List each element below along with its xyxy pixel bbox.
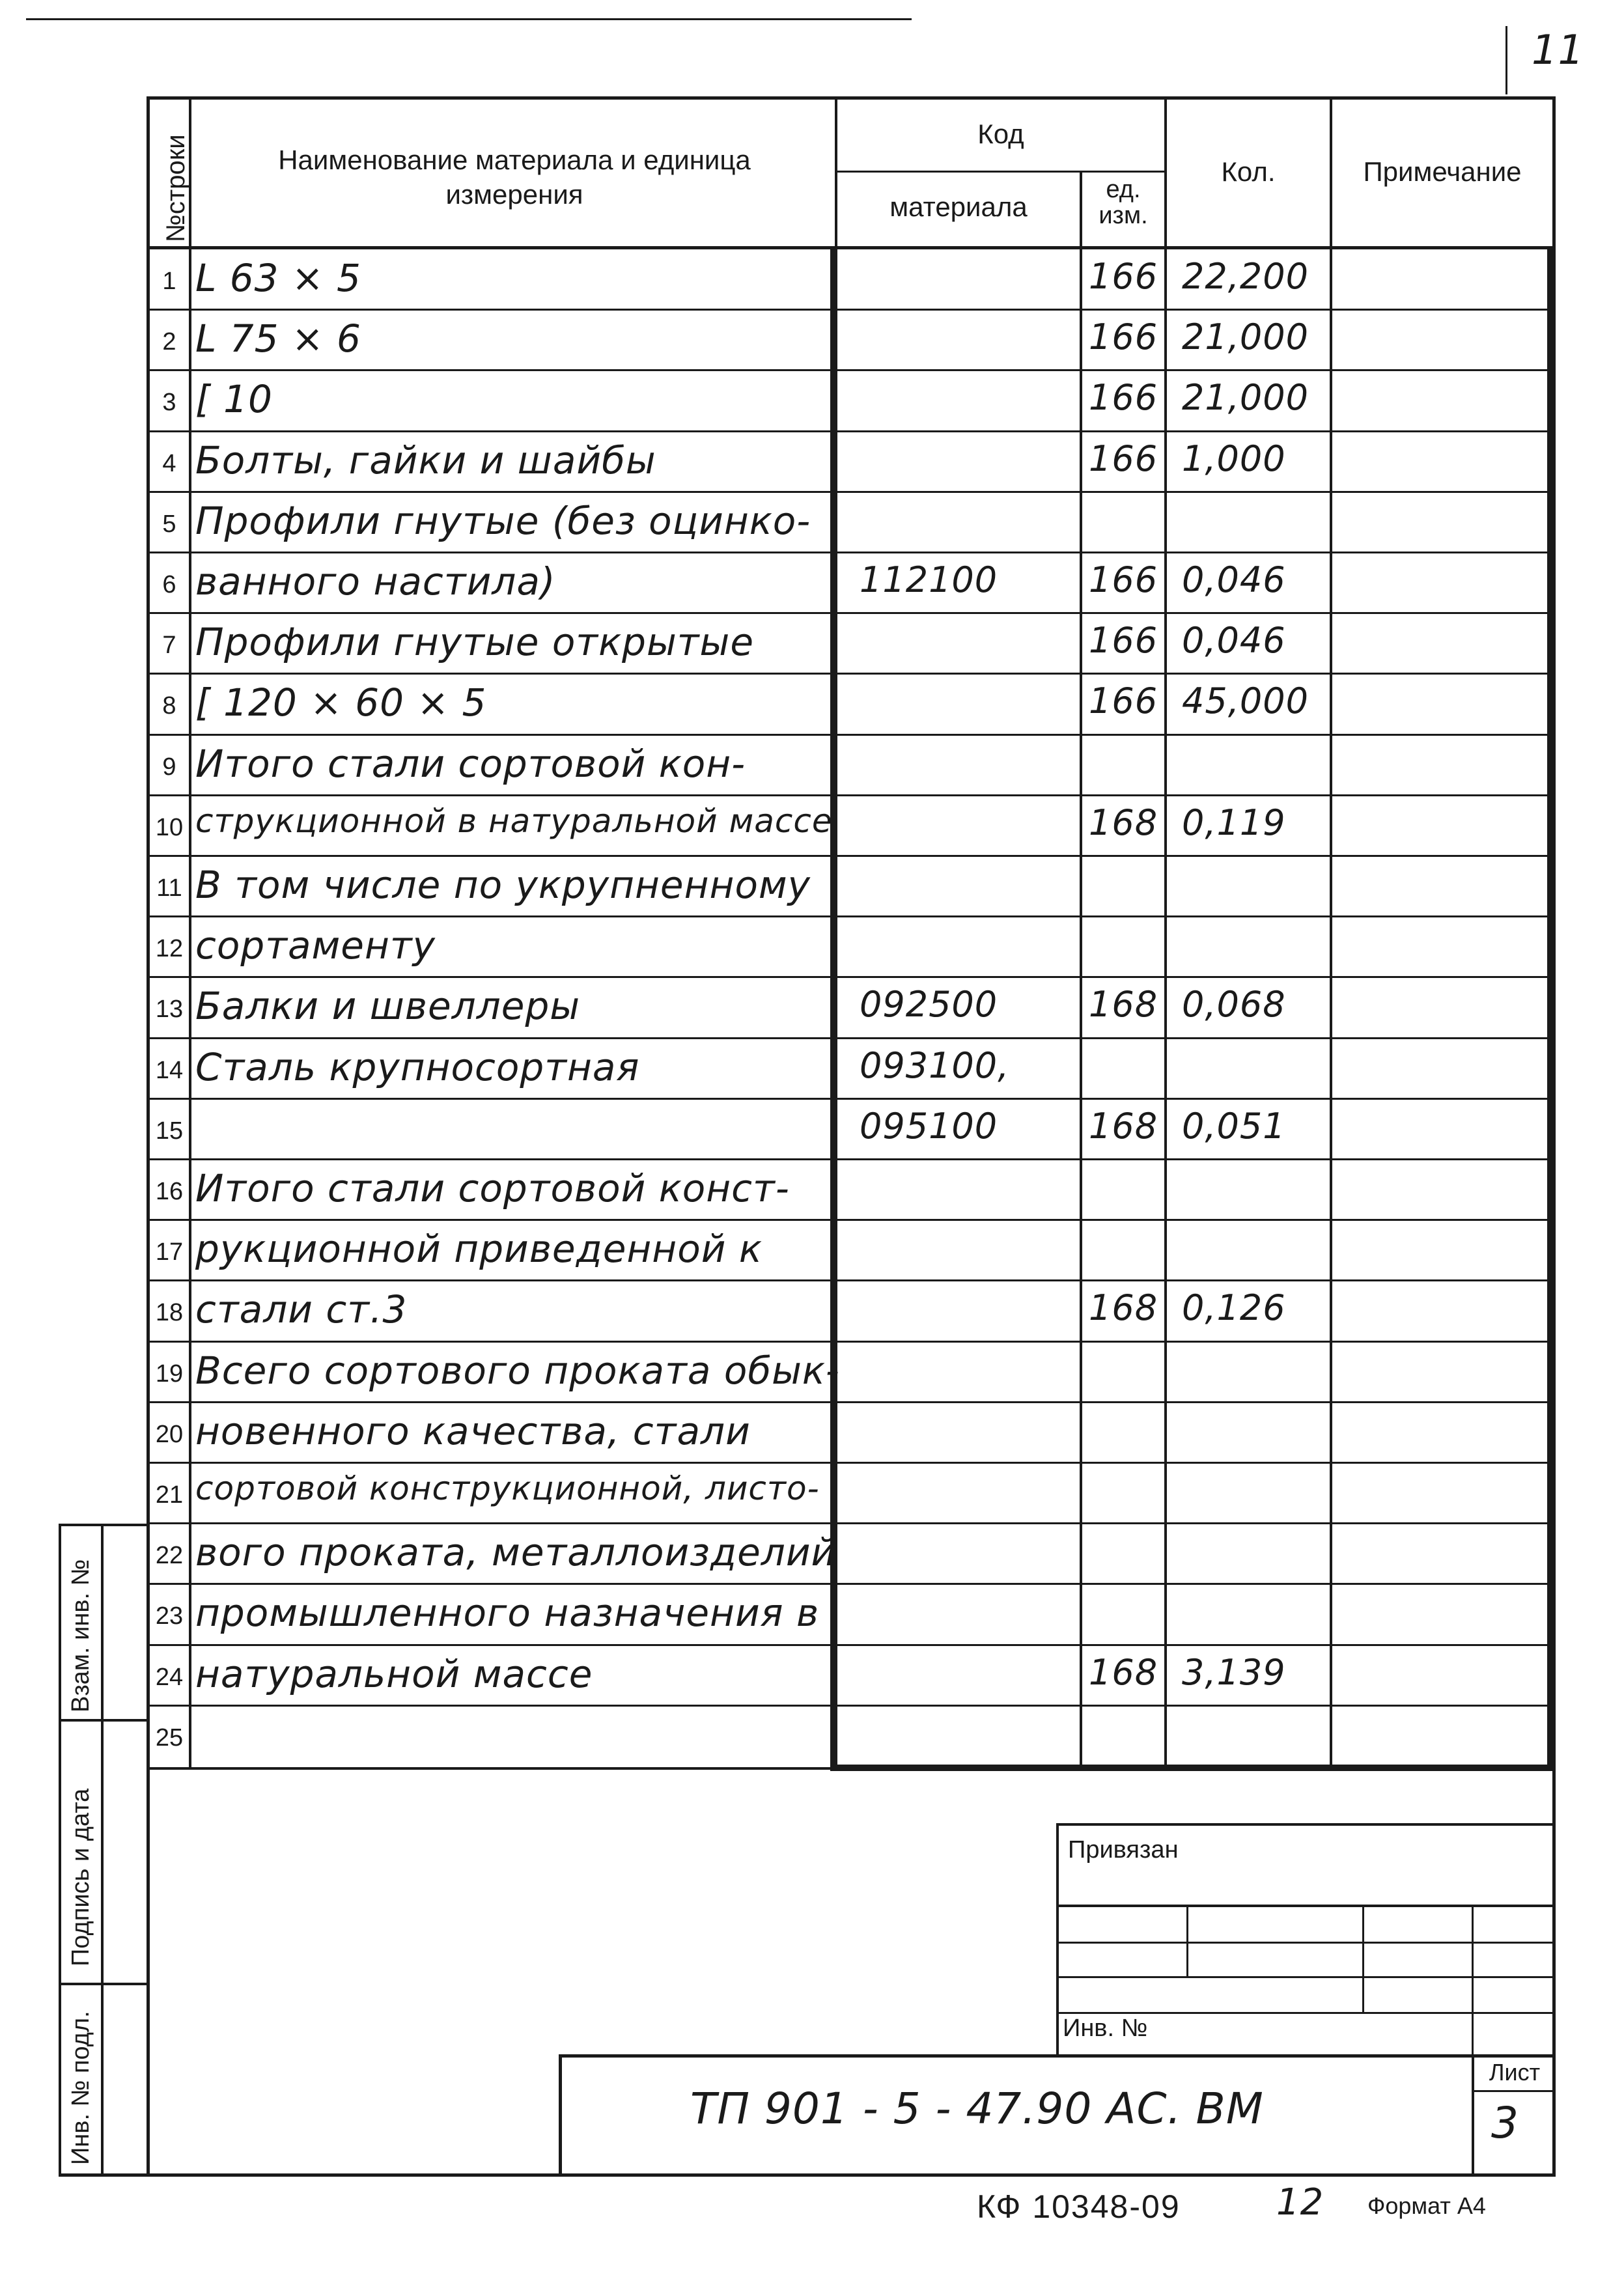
- row-line: [147, 1341, 1555, 1343]
- header-row-number: №строки: [161, 134, 190, 242]
- side-podpis-label: Подпись и дата: [67, 1788, 94, 1966]
- tb-line-3: [1056, 1976, 1555, 1978]
- body-thick-right: [1547, 249, 1554, 1770]
- row-line: [147, 1401, 1555, 1403]
- row-name: Итого стали сортовой конст-: [195, 1166, 790, 1210]
- row-line: [147, 1158, 1555, 1160]
- top-border-line: [26, 18, 912, 20]
- row-unit: 166: [1089, 377, 1158, 418]
- row-line: [147, 1705, 1555, 1707]
- row-number: 21: [155, 1481, 184, 1509]
- row-line: [147, 794, 1555, 796]
- row-name: Профили гнутые (без оцинко-: [195, 499, 811, 543]
- row-line: [147, 1219, 1555, 1221]
- footer-format: Формат А4: [1367, 2192, 1486, 2219]
- row-name: L 75 × 6: [195, 316, 361, 361]
- frame-top: [147, 96, 1555, 100]
- header-note: Примечание: [1363, 156, 1522, 187]
- tb-main-left: [559, 2054, 562, 2177]
- hdr-sep-note: [1330, 96, 1332, 1770]
- row-number: 7: [162, 632, 176, 659]
- row-unit: 168: [1089, 1652, 1158, 1693]
- row-line: [147, 430, 1555, 432]
- tb-privyazan-top: [1056, 1823, 1555, 1826]
- side-stamp-col: [101, 1524, 104, 2177]
- row-number: 4: [162, 450, 176, 477]
- header-name: Наименование материала и единица измерения: [278, 145, 751, 210]
- row-qty: 0,119: [1182, 802, 1286, 843]
- row-name: сортаменту: [195, 923, 436, 968]
- corner-sheet-number: 11: [1532, 26, 1584, 74]
- row-qty: 0,046: [1182, 620, 1286, 661]
- row-number: 14: [155, 1057, 184, 1084]
- tb-list-mid: [1472, 2090, 1555, 2092]
- row-line: [147, 612, 1555, 614]
- side-vzam-label: Взам. инв. №: [67, 1559, 94, 1712]
- footer-page: 12: [1276, 2181, 1324, 2224]
- row-name: промышленного назначения в: [195, 1591, 820, 1635]
- row-qty: 3,139: [1182, 1652, 1286, 1693]
- row-line: [147, 552, 1555, 553]
- row-name: В том числе по укрупненному: [195, 863, 811, 907]
- row-line: [147, 1644, 1555, 1646]
- side-stamp-div1: [59, 1719, 147, 1722]
- row-qty: 0,051: [1182, 1106, 1286, 1147]
- side-inv-podl-label: Инв. № подл.: [67, 2011, 94, 2165]
- frame-bottom: [59, 2173, 1556, 2177]
- row-qty: 0,126: [1182, 1287, 1286, 1328]
- row-line: [147, 1098, 1555, 1100]
- row-number: 11: [156, 874, 182, 902]
- tb-list-label: Лист: [1489, 2059, 1541, 2086]
- tb-privyazan-label: Привязан: [1068, 1836, 1179, 1864]
- row-unit: 168: [1089, 802, 1158, 843]
- row-number: 17: [155, 1238, 184, 1266]
- tb-line-1: [1056, 1905, 1555, 1907]
- row-unit: 168: [1089, 1287, 1158, 1328]
- row-number: 13: [155, 996, 184, 1023]
- row-qty: 45,000: [1182, 680, 1309, 721]
- header-qty: Кол.: [1221, 156, 1276, 187]
- row-line: [147, 1462, 1555, 1464]
- row-line: [147, 1037, 1555, 1039]
- tb-vsep-3: [1472, 1905, 1474, 2058]
- hdr-sep-qty: [1164, 96, 1167, 1770]
- row-unit: 166: [1089, 438, 1158, 479]
- body-thick-bottom: [830, 1765, 1554, 1771]
- side-stamp-outer: [59, 1524, 61, 2177]
- row-line: [147, 369, 1555, 371]
- row-name: натуральной массе: [195, 1652, 593, 1696]
- row-qty: 21,000: [1182, 377, 1309, 418]
- right-top-mark: [1505, 26, 1507, 94]
- row-line: [147, 855, 1555, 857]
- row-name: новенного качества, стали: [195, 1409, 751, 1453]
- row-name: [ 10: [195, 377, 273, 421]
- tb-main-top: [559, 2054, 1555, 2058]
- body-bottom: [147, 1767, 837, 1770]
- row-line: [147, 1279, 1555, 1281]
- row-number: 10: [155, 814, 184, 841]
- row-number: 18: [155, 1299, 184, 1326]
- hdr-sep-unit: [1080, 171, 1082, 1770]
- tb-inv-no-label: Инв. №: [1063, 2015, 1148, 2042]
- row-line: [147, 915, 1555, 917]
- row-name: рукционной приведенной к: [195, 1227, 763, 1271]
- row-name: L 63 × 5: [195, 256, 361, 300]
- tb-list-value: 3: [1491, 2098, 1519, 2148]
- tb-privyazan-left: [1056, 1823, 1059, 2058]
- row-line: [147, 734, 1555, 736]
- row-number: 24: [155, 1664, 184, 1691]
- row-line: [147, 673, 1555, 675]
- header-code-material: материала: [889, 191, 1028, 222]
- row-number: 16: [155, 1178, 184, 1205]
- row-number: 1: [162, 268, 176, 295]
- row-number: 19: [155, 1360, 184, 1388]
- row-number: 15: [155, 1117, 184, 1145]
- row-unit: 166: [1089, 256, 1158, 297]
- row-code: 093100,: [860, 1045, 1010, 1086]
- row-unit: 168: [1089, 1106, 1158, 1147]
- footer-archive-no: КФ 10348-09: [977, 2188, 1181, 2225]
- tb-line-2: [1056, 1942, 1555, 1944]
- row-qty: 0,068: [1182, 984, 1286, 1025]
- row-number: 25: [155, 1724, 184, 1752]
- row-number: 5: [162, 510, 176, 538]
- hdr-sep-code-mid: [835, 171, 1167, 173]
- row-name: Профили гнутые открытые: [195, 620, 754, 664]
- row-name: Балки и швеллеры: [195, 984, 581, 1028]
- row-line: [147, 976, 1555, 978]
- row-unit: 166: [1089, 680, 1158, 721]
- row-line: [147, 1522, 1555, 1524]
- row-name: Сталь крупносортная: [195, 1045, 640, 1089]
- row-number: 22: [155, 1542, 184, 1569]
- frame-left: [147, 96, 150, 2177]
- header-code-unit: ед. изм.: [1099, 176, 1148, 229]
- row-name: ванного настила): [195, 559, 556, 604]
- hdr-sep-no: [189, 96, 191, 1770]
- row-number: 6: [162, 571, 176, 598]
- row-name: [ 120 × 60 × 5: [195, 680, 487, 725]
- row-line: [147, 1583, 1555, 1585]
- row-name: вого проката, металлоизделий: [195, 1530, 837, 1574]
- row-name: струкционной в натуральной массе: [195, 802, 833, 840]
- row-name: Всего сортового проката обык-: [195, 1348, 840, 1393]
- row-number: 20: [155, 1421, 184, 1448]
- tb-designation: ТП 901 - 5 - 47.90 АС. ВМ: [690, 2084, 1264, 2134]
- header-code: Код: [977, 119, 1024, 149]
- row-number: 12: [155, 935, 184, 962]
- row-qty: 1,000: [1182, 438, 1286, 479]
- row-name: сортовой конструкционной, листо-: [195, 1470, 820, 1507]
- row-qty: 22,200: [1182, 256, 1309, 297]
- row-unit: 166: [1089, 559, 1158, 600]
- row-name: Итого стали сортовой кон-: [195, 742, 746, 786]
- row-number: 2: [162, 328, 176, 356]
- row-name: стали ст.3: [195, 1287, 408, 1332]
- side-stamp-div2: [59, 1983, 147, 1985]
- row-code: 112100: [860, 559, 998, 600]
- row-number: 3: [162, 389, 176, 416]
- row-qty: 0,046: [1182, 559, 1286, 600]
- row-unit: 168: [1089, 984, 1158, 1025]
- row-name: Болты, гайки и шайбы: [195, 438, 656, 482]
- tb-vsep-2: [1362, 1905, 1364, 2012]
- tb-vsep-1: [1186, 1905, 1188, 1976]
- row-number: 8: [162, 692, 176, 719]
- row-line: [147, 309, 1555, 311]
- row-number: 23: [155, 1602, 184, 1630]
- row-qty: 21,000: [1182, 316, 1309, 357]
- row-unit: 166: [1089, 620, 1158, 661]
- row-unit: 166: [1089, 316, 1158, 357]
- header-bottom: [147, 246, 1555, 249]
- row-line: [147, 491, 1555, 493]
- row-code: 092500: [860, 984, 998, 1025]
- row-code: 095100: [860, 1106, 998, 1147]
- row-number: 9: [162, 753, 176, 781]
